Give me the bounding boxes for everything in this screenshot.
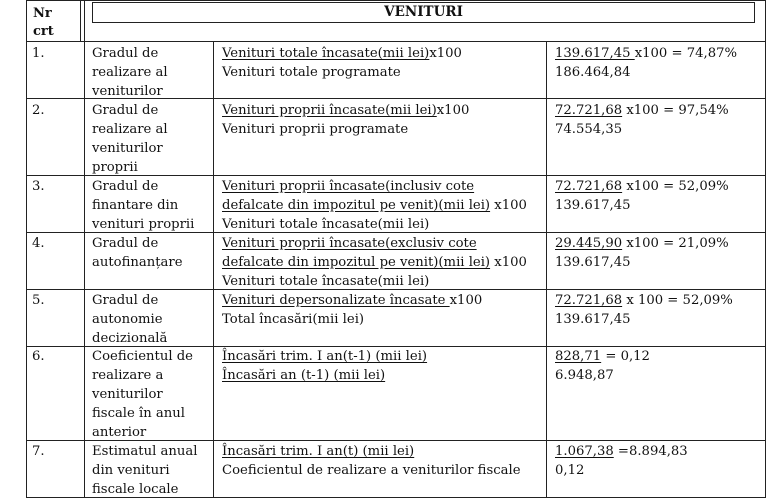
row-1-result: 139.617,45 x100 = 74,87% 186.464,84 xyxy=(555,46,738,80)
row-2-indicator: Gradul de realizare al veniturilor proprii xyxy=(92,103,168,175)
col-nr-divider-a xyxy=(80,0,81,42)
row-7-nr: 7. xyxy=(32,444,45,459)
row-6-result: 828,71 = 0,12 6.948,87 xyxy=(555,349,650,383)
header-bottom-border xyxy=(26,41,766,42)
row-4-formula: Venituri proprii încasate(exclusiv cote defalcate din impozitul pe venit)(mii lei) x100 Venituri totale încasate(mii lei) xyxy=(222,236,527,289)
row-7-formula: Încasări trim. I an(t) (mii lei) Coeficientul de realizare a veniturilor fiscale xyxy=(222,444,521,478)
row-7-indicator: Estimatul anual din venituri fiscale locale xyxy=(92,444,198,497)
row-1-indicator: Gradul de realizare al veniturilor xyxy=(92,46,168,99)
row-5-result: 72.721,68 x 100 = 52,09% 139.617,45 xyxy=(555,293,733,327)
row-2-formula: Venituri proprii încasate(mii lei)x100 Venituri proprii programate xyxy=(222,103,470,137)
row-5-formula: Venituri depersonalizate încasate x100 Total încasări(mii lei) xyxy=(222,293,483,327)
row-1-formula: Venituri totale încasate(mii lei)x100 Venituri totale programate xyxy=(222,46,462,80)
row-3-indicator: Gradul de finantare din venituri proprii xyxy=(92,179,195,232)
header-nr-label: Nr xyxy=(33,6,52,21)
col-formula-divider xyxy=(546,42,547,498)
row-4-nr: 4. xyxy=(32,236,45,251)
col-nr-divider xyxy=(84,0,85,498)
header-crt-label: crt xyxy=(33,24,54,39)
row-6-formula: Încasări trim. I an(t-1) (mii lei) Încasări an (t-1) (mii lei) xyxy=(222,349,428,383)
row-3-result: 72.721,68 x100 = 52,09% 139.617,45 xyxy=(555,179,729,213)
row-2-result: 72.721,68 x100 = 97,54% 74.554,35 xyxy=(555,103,729,137)
row-6-nr: 6. xyxy=(32,349,45,364)
col-left-border xyxy=(26,0,27,498)
row-3-formula: Venituri proprii încasate(inclusiv cote defalcate din impozitul pe venit)(mii lei) x100 Venituri totale încasate(mii lei) xyxy=(222,179,527,232)
row-3-nr: 3. xyxy=(32,179,45,194)
header-title: VENITURI xyxy=(384,4,463,20)
row-5-nr: 5. xyxy=(32,293,45,308)
row-5-indicator: Gradul de autonomie decizională xyxy=(92,293,168,346)
row-2-nr: 2. xyxy=(32,103,45,118)
row-6-indicator: Coeficientul de realizare a veniturilor fiscale în anul anterior xyxy=(92,349,193,440)
row-4-result: 29.445,90 x100 = 21,09% 139.617,45 xyxy=(555,236,729,270)
table-top-border xyxy=(26,0,766,1)
col-indicator-divider xyxy=(213,42,214,498)
row-1-nr: 1. xyxy=(32,46,45,61)
row-4-indicator: Gradul de autofinanțare xyxy=(92,236,183,270)
row-7-result: 1.067,38 =8.894,83 0,12 xyxy=(555,444,688,478)
